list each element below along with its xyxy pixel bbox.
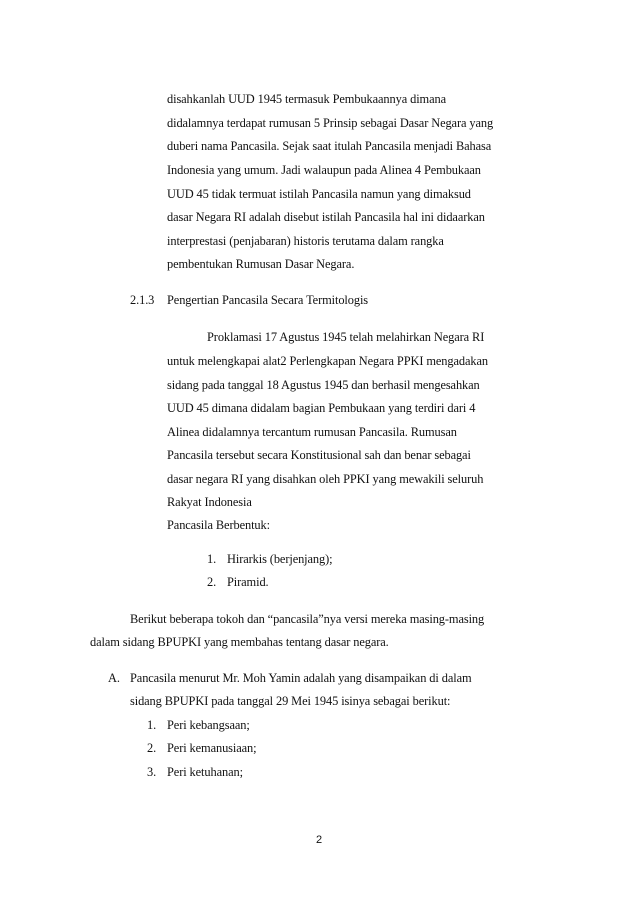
text-line: dasar Negara RI adalah disebut istilah Pancasila hal ini didaarkan bbox=[167, 210, 485, 224]
text-line: dalam sidang BPUPKI yang membahas tentang dasar negara. bbox=[90, 635, 389, 649]
text-line: Alinea didalamnya tercantum rumusan Pancasila. Rumusan bbox=[167, 425, 457, 439]
list-number: 1. bbox=[147, 718, 157, 732]
list-number: 2. bbox=[207, 575, 217, 589]
text-line: didalamnya terdapat rumusan 5 Prinsip sebagai Dasar Negara yang bbox=[167, 116, 494, 130]
text-line: disahkanlah UUD 1945 termasuk Pembukaannya dimana bbox=[167, 92, 446, 106]
text-line: dasar negara RI yang disahkan oleh PPKI yang mewakili seluruh bbox=[167, 472, 484, 486]
text-line: interprestasi (penjabaran) historis terutama dalam rangka bbox=[167, 234, 444, 248]
list-item: Hirarkis (berjenjang); bbox=[227, 552, 333, 566]
text-line: sidang BPUPKI pada tanggal 29 Mei 1945 isinya sebagai berikut: bbox=[130, 694, 451, 708]
section-title: Pengertian Pancasila Secara Termitologis bbox=[167, 293, 369, 307]
text-line: Rakyat Indonesia bbox=[167, 495, 252, 509]
list-letter: A. bbox=[108, 671, 120, 685]
text-line: Pancasila tersebut secara Konstitusional sah dan benar sebagai bbox=[167, 448, 471, 462]
list-number: 3. bbox=[147, 765, 157, 779]
text-line: untuk melengkapai alat2 Perlengkapan Negara PPKI mengadakan bbox=[167, 354, 488, 368]
list-item: Piramid. bbox=[227, 575, 269, 589]
list-number: 1. bbox=[207, 552, 217, 566]
list-item: Peri kebangsaan; bbox=[167, 718, 250, 732]
text-line: duberi nama Pancasila. Sejak saat itulah Pancasila menjadi Bahasa bbox=[167, 139, 492, 153]
text-line: Berikut beberapa tokoh dan “pancasila”nya versi mereka masing-masing bbox=[130, 612, 485, 626]
text-line: UUD 45 tidak termuat istilah Pancasila namun yang dimaksud bbox=[167, 187, 471, 201]
text-line: UUD 45 dimana didalam bagian Pembukaan yang terdiri dari 4 bbox=[167, 401, 476, 415]
section-number: 2.1.3 bbox=[130, 293, 155, 307]
text-line: sidang pada tanggal 18 Agustus 1945 dan berhasil mengesahkan bbox=[167, 378, 480, 392]
text-line: Proklamasi 17 Agustus 1945 telah melahirkan Negara RI bbox=[207, 330, 485, 344]
list-number: 2. bbox=[147, 741, 157, 755]
text-line: Indonesia yang umum. Jadi walaupun pada Alinea 4 Pembukaan bbox=[167, 163, 481, 177]
text-line: Pancasila menurut Mr. Moh Yamin adalah yang disampaikan di dalam bbox=[130, 671, 472, 685]
text-line: pembentukan Rumusan Dasar Negara. bbox=[167, 257, 355, 271]
list-item: Peri kemanusiaan; bbox=[167, 741, 257, 755]
page-number: 2 bbox=[315, 834, 323, 846]
text-line: Pancasila Berbentuk: bbox=[167, 518, 270, 532]
list-item: Peri ketuhanan; bbox=[167, 765, 243, 779]
